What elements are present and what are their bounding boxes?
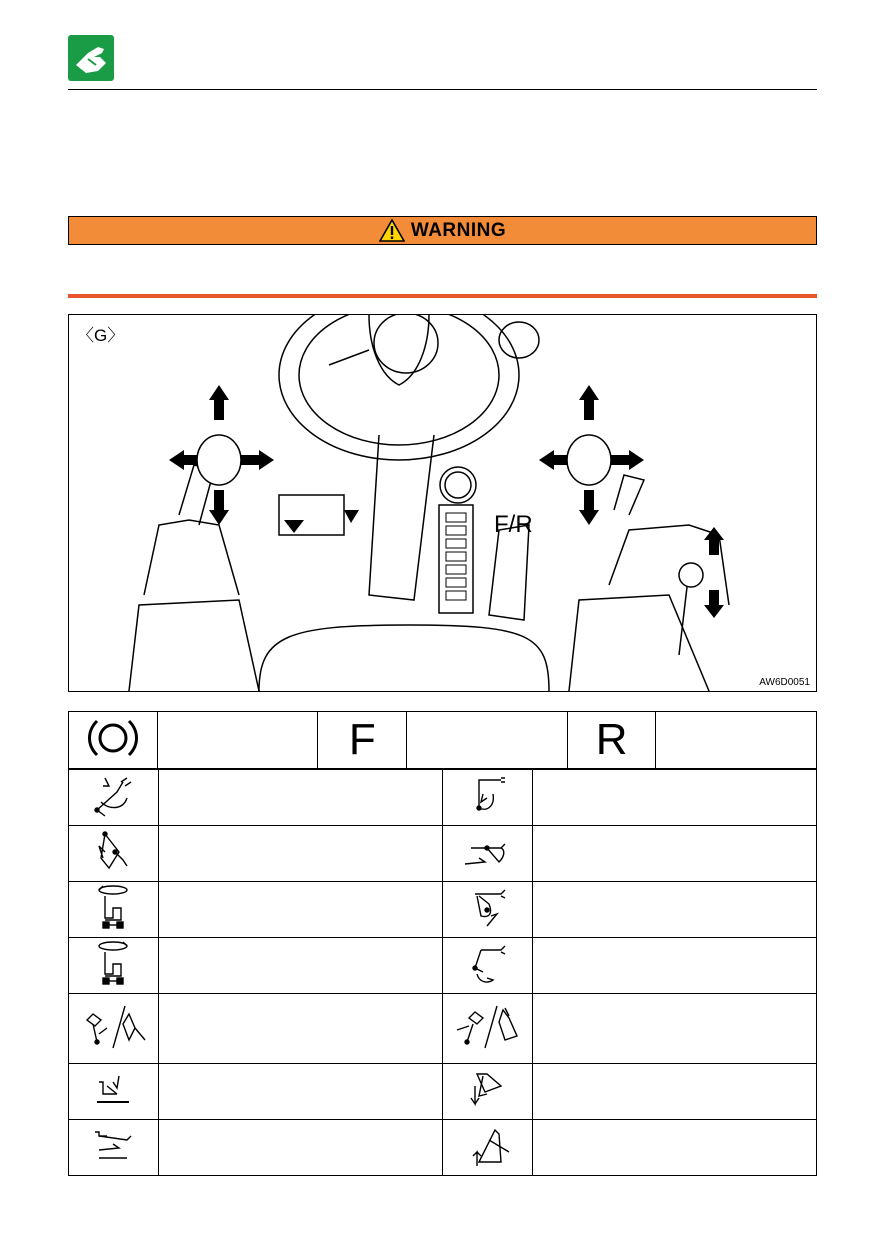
- horn-desc: [157, 712, 317, 769]
- bucket-dump-desc: [532, 826, 816, 882]
- arrow-right-left: [239, 450, 274, 470]
- warning-label: WARNING: [410, 219, 507, 241]
- arrow-right-right: [609, 450, 644, 470]
- console-switch: [279, 495, 344, 535]
- boom-up-icon: [442, 770, 532, 826]
- steering-wheel-icon: [279, 315, 539, 460]
- arm-out-desc: [158, 770, 442, 826]
- seat: [259, 625, 549, 691]
- right-armrest: [569, 595, 709, 691]
- blade-float-desc-2: [532, 1120, 816, 1176]
- boom-up-desc: [532, 770, 816, 826]
- left-armrest: [129, 600, 259, 691]
- swing-right-icon: [69, 938, 159, 994]
- warning-triangle-icon: [379, 219, 405, 242]
- r-desc: [656, 712, 817, 769]
- horn-icon: [69, 712, 158, 769]
- bucket-curl-icon: [442, 882, 532, 938]
- blade-float-icon: [442, 1120, 532, 1176]
- figure-label: 〈G〉: [77, 326, 125, 345]
- blade-float-desc: [158, 1120, 442, 1176]
- boom-down-icon: [442, 938, 532, 994]
- display-panel: [439, 505, 473, 613]
- right-lever: [614, 475, 644, 515]
- arrow-down-left: [209, 490, 229, 525]
- f-label: F: [318, 712, 407, 769]
- controls-figure: [68, 314, 817, 692]
- arm-in-desc: [158, 826, 442, 882]
- arm-out-icon: [69, 770, 159, 826]
- blade-float-icon: [69, 1120, 159, 1176]
- arrow-up-left: [209, 385, 229, 420]
- arrow-down-blade: [704, 590, 724, 618]
- arrow-down-right: [579, 490, 599, 525]
- header-rule: [68, 89, 817, 90]
- warning-bar: [68, 216, 817, 245]
- arm-in-icon: [69, 826, 159, 882]
- r-label: R: [567, 712, 656, 769]
- swing-left-desc: [158, 882, 442, 938]
- figure-code: AW6D0051: [759, 677, 810, 688]
- bucket-dump-icon: [442, 826, 532, 882]
- boom-down-desc: [532, 938, 816, 994]
- swing-left-icon: [69, 882, 159, 938]
- swing-right-desc: [158, 938, 442, 994]
- blade-lever-knob: [679, 563, 703, 587]
- blade-lower-icon: [69, 1064, 159, 1120]
- fr-pedal: [489, 525, 529, 620]
- offset-left-desc: [158, 994, 442, 1064]
- left-console: [144, 520, 239, 595]
- blade-raise-desc: [532, 1064, 816, 1120]
- legend-table: [68, 711, 817, 1179]
- blade-raise-icon: [442, 1064, 532, 1120]
- arrow-up-right: [579, 385, 599, 420]
- fr-label: F/R: [494, 511, 533, 538]
- section-rule: [68, 294, 817, 298]
- offset-right-icon: [442, 994, 532, 1064]
- blade-lower-desc: [158, 1064, 442, 1120]
- offset-left-icon: [69, 994, 159, 1064]
- hand-pointing-icon: [68, 35, 114, 81]
- f-desc: [407, 712, 567, 769]
- offset-right-desc: [532, 994, 816, 1064]
- bucket-curl-desc: [532, 882, 816, 938]
